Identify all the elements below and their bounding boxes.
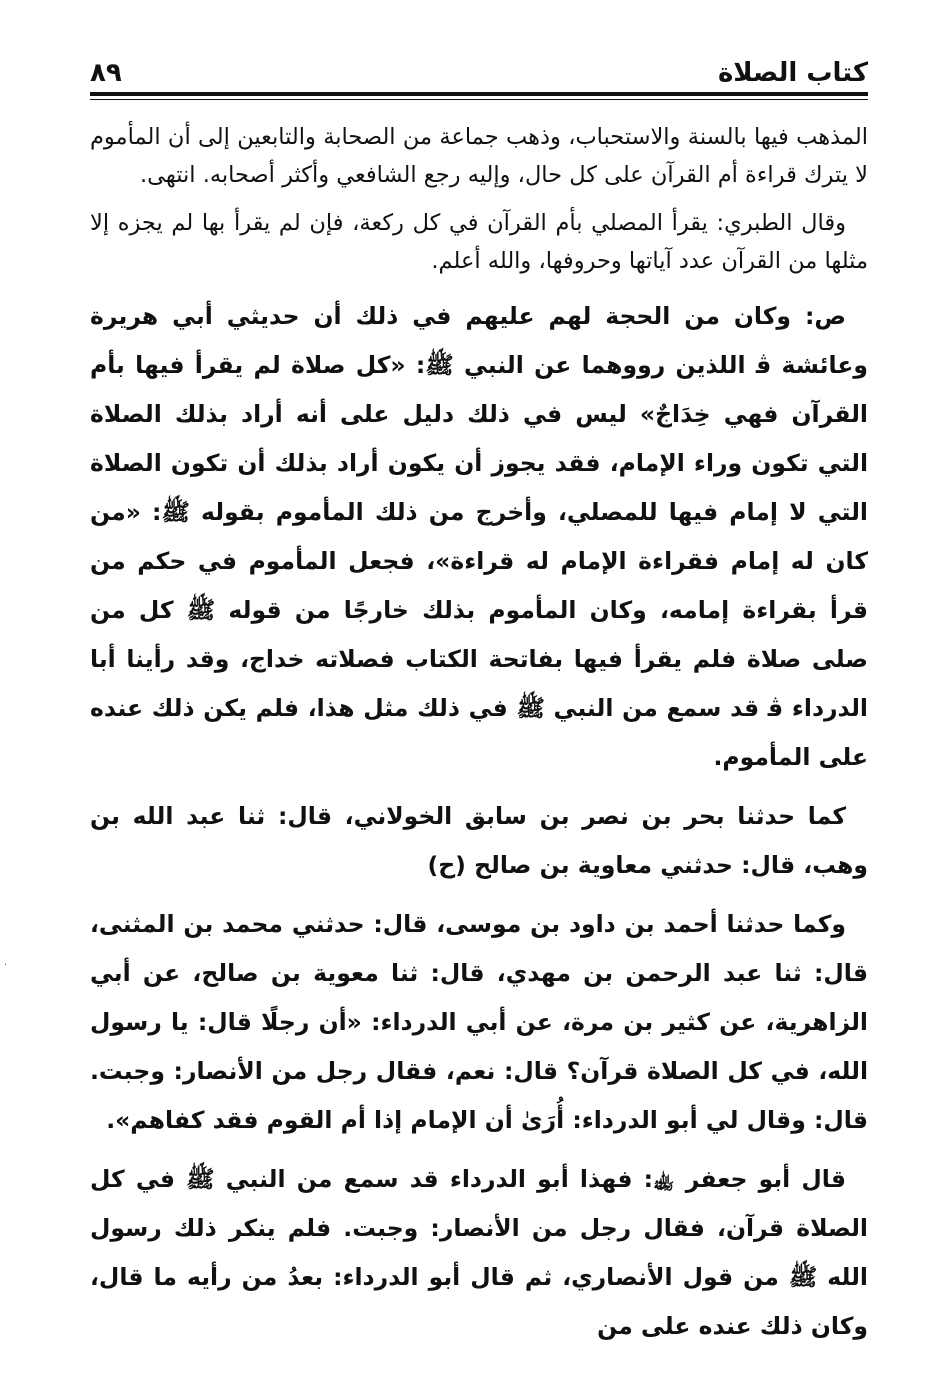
paragraph-5: وكما حدثنا أحمد بن داود بن موسى، قال: حدثني محمد بن المثنى، قال: ثنا عبد الرحمن بن مهدي، قال: ثنا معوية بن صالح، عن أبي الزاهرية، عن كثير بن مرة، عن أبي الدرداء: «أن رجلًا قال: يا رسول الله، في كل الصلاة قرآن؟ قال: نعم، فقال رجل من الأنصار: وجبت. قال: وقال لي أبو الدرداء: أُرَىٰ أن الإمام إذا أم القوم فقد كفاهم».	[90, 910, 868, 1134]
scan-speck: ·	[4, 960, 8, 971]
running-head	[90, 52, 868, 88]
page-body	[90, 118, 868, 1351]
paragraph-4: كما حدثنا بحر بن نصر بن سابق الخولاني، قال: ثنا عبد الله بن وهب، قال: حدثني معاوية بن صالح (ح)	[90, 802, 868, 879]
paragraph-3-text: وكان من الحجة لهم عليهم في ذلك أن حديثي أبي هريرة وعائشة ﭬ اللذين رووهما عن النبي ﷺ: «كل صلاة لم يقرأ فيها بأم القرآن فهي خِدَاجٌ» ليس في ذلك دليل على أنه أراد بذلك الصلاة التي تكون وراء الإمام، فقد يجوز أن يكون أراد بذلك أن تكون الصلاة التي لا إمام فيها للمصلي، وأخرج من ذلك المأموم بقوله ﷺ: «من كان له إمام فقراءة الإمام له قراءة»، فجعل المأموم في حكم من قرأ بقراءة إمامه، وكان المأموم بذلك خارجًا من قوله ﷺ كل من صلى صلاة فلم يقرأ فيها بفاتحة الكتاب فصلاته خداج، وقد رأينا أبا الدرداء ﭬ قد سمع من النبي ﷺ في ذلك مثل هذا، فلم يكن ذلك عنده على المأموم.	[90, 302, 868, 771]
header-rule-thick	[90, 92, 868, 96]
header-rule-thin	[90, 99, 868, 100]
paragraph-3	[90, 292, 868, 782]
paragraph-6: قال أبو جعفر ﵀: فهذا أبو الدرداء قد سمع من النبي ﷺ في كل الصلاة قرآن، فقال رجل من الأنصار: وجبت. فلم ينكر ذلك رسول الله ﷺ من قول الأنصاري، ثم قال أبو الدرداء: بعدُ من رأيه ما قال، وكان ذلك عنده على من	[90, 1165, 868, 1340]
chapter-title: كتاب الصلاة	[717, 58, 868, 88]
paragraph-1: المذهب فيها بالسنة والاستحباب، وذهب جماعة من الصحابة والتابعين إلى أن المأموم لا يترك قراءة أم القرآن على كل حال، وإليه رجع الشافعي وأكثر أصحابه. انتهى.	[90, 124, 868, 188]
text-marker: ص:	[804, 302, 846, 330]
paragraph-2: وقال الطبري: يقرأ المصلي بأم القرآن في كل ركعة، فإن لم يقرأ بها لم يجزه إلا مثلها من القرآن عدد آياتها وحروفها، والله أعلم.	[90, 210, 868, 274]
page-number: ٨٩	[90, 58, 122, 88]
